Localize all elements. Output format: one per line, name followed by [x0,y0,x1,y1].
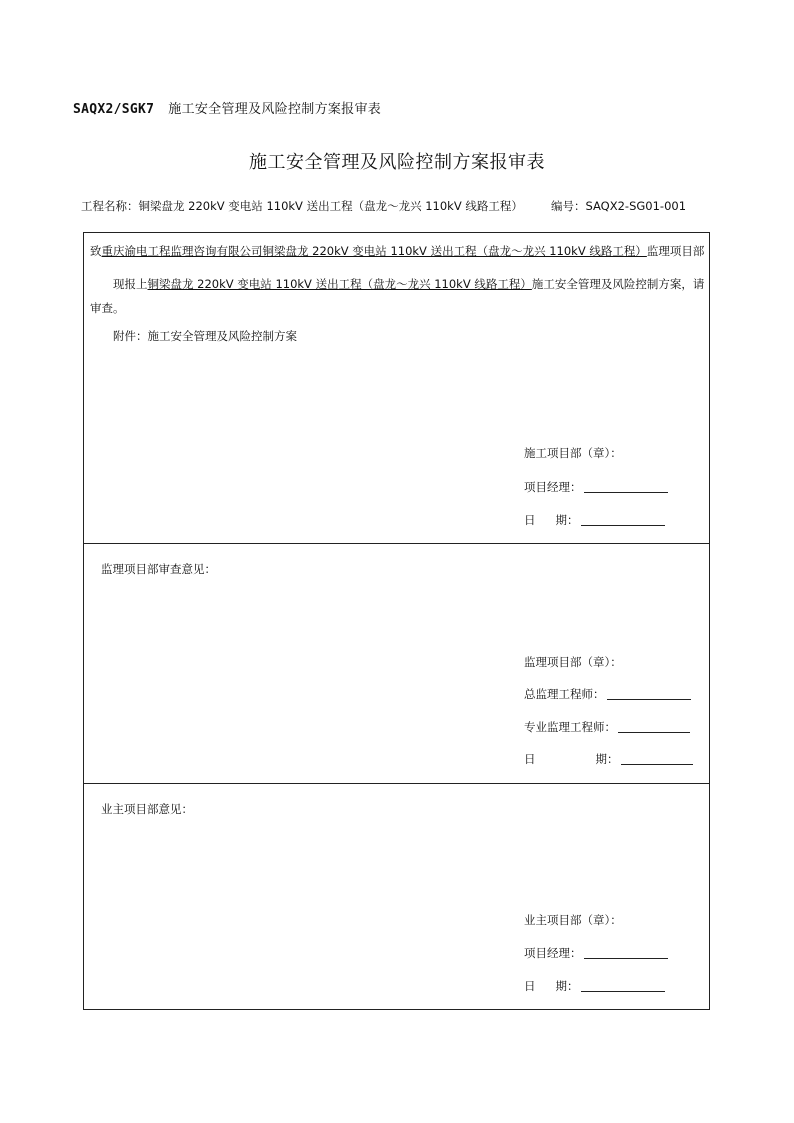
contractor-date-row [524,512,665,528]
project-label: 工程名称： [81,199,139,213]
form-name: 施工安全管理及风险控制方案报审表 [168,102,382,117]
chief-engineer-row [524,686,691,702]
date-line[interactable] [581,513,665,526]
date-label-b: 期： [555,513,579,527]
project-name: 铜梁盘龙 220kV 变电站 110kV 送出工程（盘龙～龙兴 110kV 线路工程） [138,199,523,213]
contractor-dept-seal-label: 施工项目部（章）： [524,446,622,460]
date-label-a: 日 [524,979,536,993]
date-label-a: 日 [524,752,536,766]
addressee-line [90,243,704,259]
supervision-section [84,544,709,784]
supervision-dept-seal-label: 监理项目部（章）： [524,655,622,669]
body-suffix: 施工安全管理及风险控制方案，请 [531,277,705,291]
body-prefix: 现报上 [113,277,148,291]
form-code-header [73,98,381,117]
attachment-note: 附件：施工安全管理及风险控制方案 [113,329,297,343]
date-line[interactable] [581,979,665,992]
date-label-b: 期： [595,752,619,766]
number-value: SAQX2-SG01-001 [585,199,687,213]
contractor-manager-row [524,479,668,495]
manager-signature-line[interactable] [584,946,668,959]
form-code: SAQX2/SGK7 [73,102,155,117]
date-line[interactable] [621,752,693,765]
number-label: 编号： [551,199,586,213]
addressee-name: 重庆渝电工程监理咨询有限公司铜梁盘龙 220kV 变电站 110kV 送出工程（盘龙～龙兴 110kV 线路工程） [101,244,647,258]
owner-opinion-label: 业主项目部意见： [101,802,193,816]
document-title: 施工安全管理及风险控制方案报审表 [249,152,545,173]
owner-manager-row [524,945,668,961]
manager-label: 项目经理： [524,480,582,494]
body-project: 铜梁盘龙 220kV 变电站 110kV 送出工程（盘龙～龙兴 110kV 线路工程） [147,277,532,291]
submission-text [113,276,704,292]
manager-signature-line[interactable] [584,480,668,493]
supervision-opinion-label: 监理项目部审查意见： [101,562,216,576]
specialist-engineer-signature-line[interactable] [618,720,690,733]
owner-section [84,784,709,1010]
addressee-suffix: 监理项目部 [646,244,705,258]
project-name-line [81,198,523,214]
submission-text-line2: 审查。 [90,301,125,315]
contractor-section [84,233,709,544]
date-label-a: 日 [524,513,536,527]
owner-date-row [524,978,665,994]
chief-engineer-signature-line[interactable] [607,687,691,700]
addressee-prefix: 致 [90,244,102,258]
date-label-b: 期： [555,979,579,993]
owner-dept-seal-label: 业主项目部（章）： [524,913,622,927]
chief-engineer-label: 总监理工程师： [524,687,605,701]
form-table [83,232,710,1010]
specialist-engineer-label: 专业监理工程师： [524,720,616,734]
specialist-engineer-row [524,719,690,735]
document-number [551,198,686,214]
manager-label: 项目经理： [524,946,582,960]
supervision-date-row [524,751,693,767]
